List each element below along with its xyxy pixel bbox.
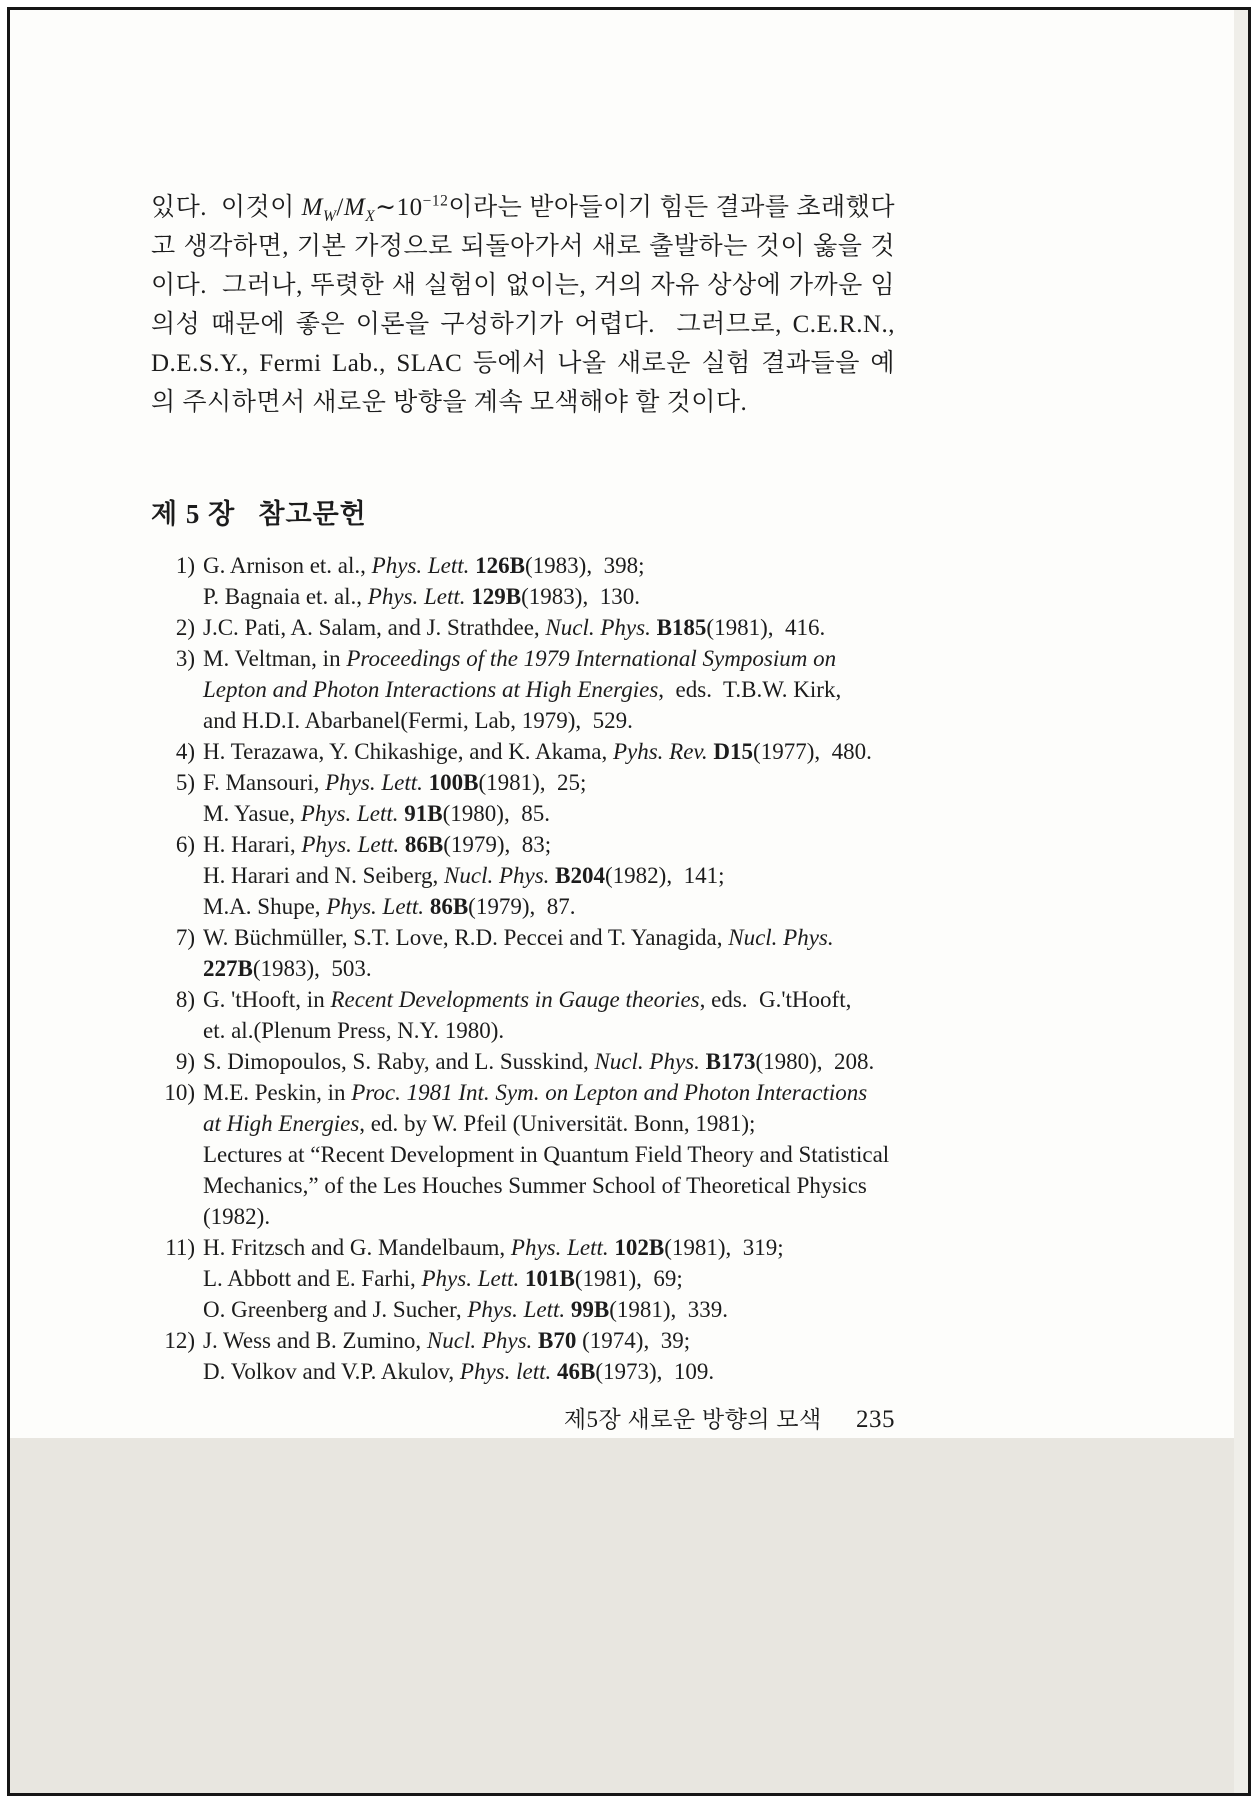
text-line [203, 674, 895, 705]
styled-text: 101B [524, 1266, 575, 1291]
text: (1981), 416. [706, 615, 826, 640]
reference-item [151, 829, 895, 922]
styled-text: Lepton and Photon Interactions at High Energies [203, 677, 659, 702]
text: / [336, 194, 344, 221]
styled-text: D15 [713, 739, 754, 764]
text: (1974), 39; [576, 1328, 691, 1353]
text-line [203, 953, 895, 984]
text-line [203, 1077, 895, 1108]
text-line [203, 829, 895, 860]
styled-text: Phys. Lett. [467, 1297, 571, 1322]
text-line [203, 550, 895, 581]
text-line [203, 767, 895, 798]
text-line [203, 1356, 895, 1387]
styled-text: 91B [404, 801, 443, 826]
text: et. al.(Plenum Press, N.Y. 1980). [203, 1018, 505, 1043]
styled-text: −12 [422, 192, 449, 210]
reference-number: 4) [175, 739, 195, 764]
styled-text: B173 [705, 1049, 756, 1074]
reference-item [151, 736, 895, 767]
text-line [203, 643, 895, 674]
text: (1977), 480. [753, 739, 872, 764]
text: 이다. 그러나, 뚜렷한 새 실험이 없이는, 거의 자유 상상에 가까운 임 [151, 272, 895, 299]
text-line [203, 1015, 895, 1046]
text: S. Dimopoulos, S. Raby, and L. Susskind, [203, 1049, 595, 1074]
styled-text: Phys. Lett. [421, 1266, 525, 1291]
reference-number: 1) [175, 553, 195, 578]
section-heading: 제 5 장 참고문헌 [151, 499, 367, 529]
text-line [203, 984, 895, 1015]
text: and H.D.I. Abarbanel(Fermi, Lab, 1979), 529. [203, 708, 633, 733]
text: G. Arnison et. al., [203, 553, 372, 578]
styled-text: B204 [555, 863, 606, 888]
intro-paragraph [151, 188, 895, 422]
text: H. Terazawa, Y. Chikashige, and K. Akama, [203, 739, 613, 764]
text-line [151, 266, 895, 305]
text: (1983), 398; [525, 553, 645, 578]
text-line [203, 922, 895, 953]
text: , eds. G.'tHooft, [699, 987, 852, 1012]
reference-number: 3) [175, 646, 195, 671]
text: (1981), 319; [664, 1235, 784, 1260]
reference-number: 11) [165, 1235, 195, 1260]
reference-number: 8) [175, 987, 195, 1012]
styled-text: Phys. Lett. [371, 553, 476, 578]
text-line [151, 188, 895, 227]
text-line [203, 1325, 895, 1356]
text: (1983), 503. [252, 956, 372, 981]
running-title: 제5장 새로운 방향의 모색 [563, 1407, 822, 1432]
styled-text: B185 [656, 615, 707, 640]
styled-text: M [343, 194, 366, 221]
text-line [151, 344, 895, 383]
text: H. Fritzsch and G. Mandelbaum, [203, 1235, 511, 1260]
text-line [203, 860, 895, 891]
styled-text: 227B [203, 956, 253, 981]
styled-text: Proc. 1981 Int. Sym. on Lepton and Photon Interactions [351, 1080, 868, 1105]
styled-text: Recent Developments in Gauge theories [330, 987, 700, 1012]
text: (1981), 25; [478, 770, 587, 795]
styled-text: Phys. Lett. [326, 894, 430, 919]
reference-item [151, 922, 895, 984]
styled-text: 99B [570, 1297, 610, 1322]
text: ∼10 [375, 194, 423, 221]
styled-text: Nucl. Phys. [426, 1328, 539, 1353]
styled-text: X [365, 208, 376, 225]
text: O. Greenberg and J. Sucher, [203, 1297, 468, 1322]
styled-text: at High Energies [203, 1111, 360, 1136]
reference-item [151, 984, 895, 1046]
text: F. Mansouri, [203, 770, 326, 795]
styled-text: Phys. Lett. [300, 801, 405, 826]
reference-item [151, 1325, 895, 1387]
reference-item [151, 550, 895, 612]
styled-text: Phys. lett. [459, 1359, 557, 1384]
text: H. Harari and N. Seiberg, [203, 863, 445, 888]
styled-text: 100B [428, 770, 479, 795]
styled-text: Phys. Lett. [301, 832, 405, 857]
text-line [203, 581, 895, 612]
reference-item [151, 612, 895, 643]
text-line [203, 1108, 895, 1139]
styled-text: Phys. Lett. [367, 584, 472, 609]
text-line [203, 612, 895, 643]
text: 고 생각하면, 기본 가정으로 되돌아가서 새로 출발하는 것이 옳을 것 [151, 233, 895, 260]
text: H. Harari, [203, 832, 302, 857]
text: J.C. Pati, A. Salam, and J. Strathdee, [203, 615, 546, 640]
text-line [203, 736, 895, 767]
text: G. 'tHooft, in [203, 987, 331, 1012]
styled-text: Pyhs. Rev. [612, 739, 714, 764]
text-line [203, 1263, 895, 1294]
styled-text: Phys. Lett. [510, 1235, 615, 1260]
styled-text: Phys. Lett. [325, 770, 429, 795]
text-line [203, 1232, 895, 1263]
text: M. Yasue, [203, 801, 301, 826]
text: P. Bagnaia et. al., [203, 584, 368, 609]
text-line [203, 798, 895, 829]
styled-text: 129B [471, 584, 522, 609]
reference-number: 6) [175, 832, 195, 857]
text: Lectures at “Recent Development in Quantum Field Theory and Statistical [203, 1142, 890, 1167]
reference-number: 2) [175, 615, 195, 640]
page-number: 235 [856, 1406, 895, 1433]
text: (1982), 141; [605, 863, 725, 888]
text-line [203, 1201, 895, 1232]
text: , ed. by W. Pfeil (Universität. Bonn, 1981); [359, 1111, 756, 1136]
text: M. Veltman, in [203, 646, 347, 671]
scan-right-shade [1234, 10, 1248, 1793]
reference-item [151, 643, 895, 736]
text: 있다. 이것이 [151, 194, 302, 221]
text-line [203, 1170, 895, 1201]
reference-number: 9) [175, 1049, 195, 1074]
scan-bottom-shade [10, 1438, 1248, 1793]
text: 이라는 받아들이기 힘든 결과를 초래했다 [448, 194, 895, 221]
styled-text: 126B [475, 553, 525, 578]
text-line [151, 383, 895, 422]
styled-text: Nucl. Phys. [728, 925, 834, 950]
styled-text: M [301, 194, 323, 221]
text: Mechanics,” of the Les Houches Summer School of Theoretical Physics [203, 1173, 867, 1198]
styled-text: Nucl. Phys. [594, 1049, 706, 1074]
text: L. Abbott and E. Farhi, [203, 1266, 422, 1291]
text-line [203, 1294, 895, 1325]
text: W. Büchmüller, S.T. Love, R.D. Peccei and T. Yanagida, [203, 925, 729, 950]
reference-item [151, 767, 895, 829]
reference-number: 12) [164, 1328, 195, 1353]
text: (1982). [203, 1204, 271, 1229]
text: D.E.S.Y., Fermi Lab., SLAC 등에서 나올 새로운 실험 결과들을 예 [151, 350, 895, 377]
text: M.A. Shupe, [203, 894, 327, 919]
text: (1979), 83; [443, 832, 552, 857]
reference-item [151, 1232, 895, 1325]
styled-text: 86B [429, 894, 469, 919]
reference-number: 5) [175, 770, 195, 795]
page-footer [151, 1401, 895, 1434]
styled-text: W [323, 208, 337, 225]
text: D. Volkov and V.P. Akulov, [203, 1359, 460, 1384]
styled-text: Nucl. Phys. [444, 863, 556, 888]
styled-text: 46B [557, 1359, 596, 1384]
text: (1981), 339. [609, 1297, 729, 1322]
text: (1973), 109. [595, 1359, 715, 1384]
styled-text: 86B [404, 832, 444, 857]
text: (1980), 85. [442, 801, 550, 826]
text-line [151, 305, 895, 344]
reference-number: 10) [164, 1080, 195, 1105]
references-list [151, 550, 895, 1387]
text-line [203, 891, 895, 922]
text-line [203, 1046, 895, 1077]
scanned-page [7, 7, 1251, 1796]
reference-number: 7) [175, 925, 195, 950]
styled-text: 102B [614, 1235, 665, 1260]
styled-text: Proceedings of the 1979 International Symposium on [346, 646, 837, 671]
styled-text: B70 [538, 1328, 577, 1353]
reference-item [151, 1077, 895, 1232]
text-line [203, 1139, 895, 1170]
text: 의성 때문에 좋은 이론을 구성하기가 어렵다. 그러므로, C.E.R.N., [151, 311, 895, 338]
text: (1983), 130. [521, 584, 640, 609]
text-line [203, 705, 895, 736]
styled-text: Nucl. Phys. [545, 615, 657, 640]
text: , eds. T.B.W. Kirk, [658, 677, 842, 702]
text: (1979), 87. [468, 894, 576, 919]
text: (1980), 208. [755, 1049, 875, 1074]
text: J. Wess and B. Zumino, [203, 1328, 427, 1353]
text-line [151, 227, 895, 266]
text: (1981), 69; [574, 1266, 683, 1291]
reference-item [151, 1046, 895, 1077]
page-content [151, 10, 895, 1434]
text: 의 주시하면서 새로운 방향을 계속 모색해야 할 것이다. [151, 389, 748, 416]
text: M.E. Peskin, in [203, 1080, 352, 1105]
